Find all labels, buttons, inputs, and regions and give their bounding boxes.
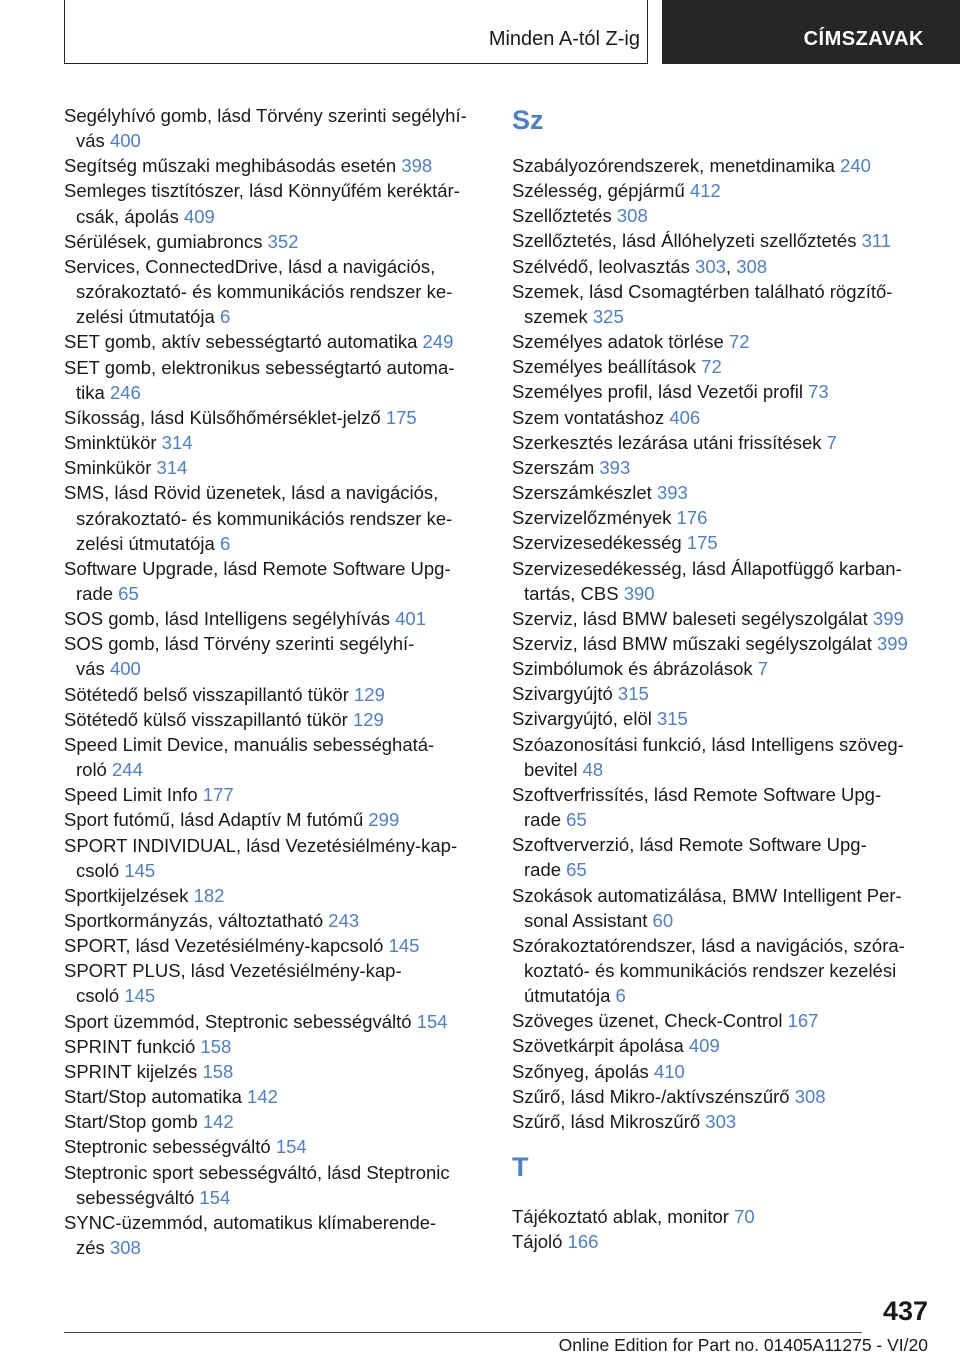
index-entry: Szélvédő, leolvasztás 303, 308 bbox=[512, 255, 768, 277]
page-link[interactable]: 240 bbox=[840, 155, 871, 176]
page-link[interactable]: 352 bbox=[267, 230, 299, 252]
page-link[interactable]: 175 bbox=[686, 532, 718, 554]
page-link[interactable]: 73 bbox=[808, 381, 829, 403]
index-entry bbox=[64, 908, 478, 933]
page-link[interactable]: 308 bbox=[616, 205, 648, 227]
page-link[interactable]: 308 bbox=[736, 255, 768, 277]
index-column-right bbox=[512, 103, 932, 1254]
page-link[interactable]: 142 bbox=[247, 1086, 278, 1108]
entry-text: SYNC-üzemmód, automatikus klímaberende‑ zés bbox=[64, 1211, 437, 1259]
index-entry bbox=[512, 631, 932, 656]
entry-text: Segítség műszaki meghibásodás esetén bbox=[64, 155, 402, 177]
page-link[interactable]: 154 bbox=[416, 1010, 448, 1032]
page-link[interactable]: 65 bbox=[566, 859, 587, 881]
index-entry bbox=[64, 556, 478, 606]
entry-text: Szűrő, lásd Mikroszűrő bbox=[512, 1110, 706, 1132]
entry-text: Sportkormányzás, változtatható bbox=[64, 910, 329, 931]
entry-text: Szőnyeg, ápolás bbox=[512, 1060, 654, 1082]
index-entry bbox=[64, 883, 478, 908]
page-link[interactable]: 311 bbox=[861, 230, 892, 252]
entry-text: Sötétedő belső visszapillantó tükör bbox=[64, 683, 355, 705]
index-entry bbox=[512, 430, 932, 455]
entry-text: Személyes adatok törlése bbox=[512, 331, 729, 353]
index-entry bbox=[64, 254, 478, 329]
footer-divider bbox=[64, 1332, 862, 1333]
index-entry bbox=[512, 606, 932, 631]
index-entry bbox=[64, 631, 478, 681]
entry-text: Steptronic sport sebességváltó, lásd Steptronic sebességváltó bbox=[64, 1161, 450, 1208]
index-entry bbox=[512, 228, 932, 253]
page-link[interactable]: 145 bbox=[124, 985, 156, 1007]
entry-text: Szerviz, lásd BMW műszaki segélyszolgálat bbox=[512, 632, 877, 654]
index-entry bbox=[64, 103, 478, 153]
index-entry bbox=[64, 455, 478, 480]
index-entry bbox=[512, 832, 932, 882]
entry-text: SPORT INDIVIDUAL, lásd Vezetésiélmény-kap‑ csoló bbox=[64, 834, 458, 881]
page-link[interactable]: 65 bbox=[118, 582, 139, 604]
entry-text: Sportkijelzések bbox=[64, 884, 194, 906]
index-entry bbox=[512, 530, 932, 555]
entry-text: Szerkesztés lezárása utáni frissítések bbox=[512, 431, 827, 453]
footer-edition: Online Edition for Part no. 01405A11275 - VI/20 bbox=[558, 1335, 928, 1355]
index-entry bbox=[512, 883, 932, 933]
index-entry bbox=[512, 178, 932, 203]
page-link[interactable]: 390 bbox=[623, 582, 655, 604]
page-link[interactable]: 315 bbox=[656, 708, 688, 730]
entry-text: Szellőztetés bbox=[512, 205, 617, 227]
entry-text: Szerszámkészlet bbox=[512, 482, 657, 504]
page-link[interactable]: 48 bbox=[582, 758, 604, 780]
section-heading-sz: Sz bbox=[512, 105, 544, 135]
index-list-t bbox=[512, 1204, 932, 1254]
page-link[interactable]: 249 bbox=[422, 331, 454, 353]
index-entry bbox=[512, 732, 932, 782]
index-entry bbox=[64, 1109, 478, 1134]
index-entry bbox=[512, 405, 932, 430]
index-entry bbox=[64, 707, 478, 732]
page-link[interactable]: 6 bbox=[615, 985, 626, 1007]
page-number: 437 bbox=[882, 1296, 928, 1326]
index-list-sz bbox=[512, 153, 932, 1134]
index-entry bbox=[512, 1229, 932, 1254]
index-entry bbox=[64, 1009, 478, 1034]
page-link[interactable]: 412 bbox=[689, 180, 721, 202]
index-entry bbox=[64, 178, 478, 228]
index-entry bbox=[64, 355, 478, 405]
index-entry bbox=[512, 279, 932, 329]
entry-text: Szellőztetés, lásd Állóhelyzeti szellőztetés bbox=[512, 230, 862, 252]
entry-text: Szöveges üzenet, Check-Control bbox=[512, 1010, 788, 1032]
page-link[interactable]: 246 bbox=[109, 381, 141, 403]
entry-text: Szoftverfrissítés, lásd Remote Software Upg‑ rade bbox=[512, 783, 882, 831]
index-entry bbox=[64, 682, 478, 707]
index-entry bbox=[64, 153, 478, 178]
entry-text: Szemek, lásd Csomagtérben található rögzítő‑ szemek bbox=[512, 280, 893, 327]
entry-text: Sötétedő külső visszapillantó tükör bbox=[64, 708, 353, 730]
entry-text: SPRINT kijelzés bbox=[64, 1060, 203, 1082]
page-link[interactable]: 314 bbox=[161, 432, 193, 454]
entry-text: Szivargyújtó, elöl bbox=[512, 708, 657, 730]
index-entry bbox=[64, 958, 478, 1008]
page-link[interactable]: 142 bbox=[202, 1111, 234, 1133]
page-link[interactable]: 60 bbox=[652, 909, 674, 931]
page-link[interactable]: 158 bbox=[202, 1060, 234, 1082]
index-entry bbox=[512, 933, 932, 1008]
index-entry bbox=[512, 681, 932, 706]
page-link[interactable]: 158 bbox=[200, 1035, 232, 1057]
entry-text: SPRINT funkció bbox=[64, 1035, 201, 1057]
index-entry bbox=[64, 807, 478, 832]
page-link[interactable]: 7 bbox=[757, 658, 769, 680]
entry-text: Szivargyújtó bbox=[512, 683, 618, 705]
index-entry bbox=[64, 1160, 478, 1210]
entry-text: Szóazonosítási funkció, lásd Intelligens szöveg‑ bevitel bbox=[512, 733, 904, 780]
page-link[interactable]: 398 bbox=[401, 155, 433, 177]
page-link[interactable]: 6 bbox=[219, 306, 231, 328]
page-link[interactable]: 393 bbox=[656, 482, 688, 504]
page-link[interactable]: 70 bbox=[734, 1206, 755, 1228]
page-link[interactable]: 154 bbox=[199, 1186, 231, 1208]
index-entry bbox=[512, 203, 932, 228]
entry-text: SET gomb, aktív sebességtartó automatika bbox=[64, 331, 423, 353]
index-entry bbox=[64, 933, 478, 958]
entry-text: Segélyhívó gomb, lásd Törvény szerinti segélyhí‑ vás bbox=[64, 105, 467, 152]
entry-text: Szűrő, lásd Mikro-/aktívszénszűrő bbox=[512, 1085, 795, 1107]
entry-text: Személyes beállítások bbox=[512, 356, 702, 378]
entry-text: Sminkükör bbox=[64, 457, 157, 479]
entry-text: Szoftververzió, lásd Remote Software Upg‑ rade bbox=[512, 834, 867, 881]
page-link[interactable]: 393 bbox=[599, 456, 631, 478]
index-entry bbox=[64, 1134, 478, 1159]
page-link[interactable]: 409 bbox=[183, 205, 215, 227]
page-link[interactable]: 72 bbox=[701, 356, 722, 378]
page-link[interactable]: 406 bbox=[669, 406, 701, 428]
page-link[interactable]: 308 bbox=[794, 1085, 826, 1107]
index-entry bbox=[512, 1204, 932, 1229]
entry-text: Szövetkárpit ápolása bbox=[512, 1035, 689, 1057]
index-entry bbox=[512, 153, 932, 178]
index-entry bbox=[64, 480, 478, 555]
page-link[interactable]: 154 bbox=[275, 1136, 307, 1158]
page-link[interactable]: 410 bbox=[653, 1060, 685, 1082]
section-title: Minden A-tól Z-ig bbox=[488, 28, 640, 50]
page-link[interactable]: 166 bbox=[567, 1231, 599, 1253]
page-link[interactable]: 145 bbox=[124, 859, 156, 881]
entry-text: SMS, lásd Rövid üzenetek, lásd a navigációs, szórakoztató- és kommunikációs rendszer ke‑ zelési útmutatója bbox=[64, 482, 453, 554]
page-link[interactable]: 399 bbox=[876, 632, 908, 654]
entry-text: Szórakoztatórendszer, lásd a navigációs, szóra‑ koztató- és kommunikációs rendszer kezelési útmutatója bbox=[512, 934, 905, 1007]
entry-text: Sport üzemmód, Steptronic sebességváltó bbox=[64, 1010, 417, 1032]
entry-text: Szokások automatizálása, BMW Intelligent Per‑ sonal Assistant bbox=[512, 884, 902, 931]
index-entry bbox=[64, 1084, 478, 1109]
page-link[interactable]: 308 bbox=[109, 1237, 141, 1259]
entry-text: SOS gomb, lásd Törvény szerinti segélyhí‑ vás bbox=[64, 633, 415, 680]
index-entry bbox=[512, 656, 932, 681]
page-link[interactable]: 7 bbox=[826, 431, 837, 453]
page-link[interactable]: 315 bbox=[617, 683, 649, 705]
index-entry bbox=[512, 556, 932, 606]
page-link[interactable]: 65 bbox=[566, 809, 587, 831]
page-link[interactable]: 314 bbox=[156, 457, 188, 479]
page-link[interactable]: 175 bbox=[385, 406, 417, 428]
index-entry bbox=[64, 1059, 478, 1084]
page-link[interactable]: 401 bbox=[395, 608, 426, 630]
page-link[interactable]: 72 bbox=[728, 331, 750, 353]
page-link[interactable]: 243 bbox=[328, 910, 360, 931]
page-link[interactable]: 400 bbox=[109, 130, 141, 152]
index-entry bbox=[512, 329, 932, 354]
index-entry bbox=[512, 1008, 932, 1033]
page-link[interactable]: 409 bbox=[688, 1035, 720, 1057]
index-entry bbox=[64, 1034, 478, 1059]
index-entry bbox=[64, 606, 478, 631]
index-entry bbox=[512, 1059, 932, 1084]
index-entry bbox=[64, 430, 478, 455]
entry-text: Tájékoztató ablak, monitor bbox=[512, 1206, 735, 1228]
entry-text: Szervizelőzmények bbox=[512, 507, 677, 529]
index-entry bbox=[64, 833, 478, 883]
index-entry bbox=[512, 1033, 932, 1058]
page-link[interactable]: 129 bbox=[352, 708, 384, 730]
entry-text: Szélesség, gépjármű bbox=[512, 180, 690, 202]
entry-text: Services, ConnectedDrive, lásd a navigációs, szórakoztató- és kommunikációs rendszer ke‑ zelési útmutatója bbox=[64, 255, 453, 328]
entry-text: Start/Stop automatika bbox=[64, 1086, 248, 1108]
page-link[interactable]: 303 bbox=[695, 255, 726, 277]
page-link[interactable]: 145 bbox=[388, 935, 420, 957]
page-link[interactable]: 303 bbox=[705, 1110, 737, 1132]
page-link[interactable]: 176 bbox=[676, 507, 708, 529]
index-entry bbox=[64, 405, 478, 430]
entry-text: SET gomb, elektronikus sebességtartó automa‑ tika bbox=[64, 356, 455, 403]
entry-text: Steptronic sebességváltó bbox=[64, 1136, 276, 1158]
entry-text: Szervizesedékesség bbox=[512, 532, 687, 554]
page-link[interactable]: 129 bbox=[354, 683, 385, 705]
entry-text: Szem vontatáshoz bbox=[512, 406, 670, 428]
entry-text: Semleges tisztítószer, lásd Könnyűfém keréktár‑ csák, ápolás bbox=[64, 180, 460, 227]
entry-text: Szerviz, lásd BMW baleseti segélyszolgálat bbox=[512, 607, 873, 629]
page-link[interactable]: 182 bbox=[193, 884, 225, 906]
entry-text: Sminktükör bbox=[64, 432, 162, 454]
page-link[interactable]: 400 bbox=[109, 658, 141, 680]
entry-text: SPORT, lásd Vezetésiélmény-kapcsoló bbox=[64, 935, 389, 957]
index-entry bbox=[64, 229, 478, 254]
index-entry bbox=[512, 505, 932, 530]
index-entry bbox=[64, 1210, 478, 1260]
entry-text: SOS gomb, lásd Intelligens segélyhívás bbox=[64, 608, 396, 630]
index-entry bbox=[64, 732, 478, 782]
entry-text: Sérülések, gumiabroncs bbox=[64, 230, 268, 252]
page-link[interactable]: 167 bbox=[787, 1010, 819, 1032]
page-link[interactable]: 6 bbox=[219, 532, 231, 554]
page-link[interactable]: 325 bbox=[592, 305, 624, 327]
entry-text: Speed Limit Device, manuális sebességhatá‑ roló bbox=[64, 733, 435, 781]
page-link[interactable]: 399 bbox=[872, 607, 904, 629]
entry-text: Szerszám bbox=[512, 456, 600, 478]
page-link[interactable]: 177 bbox=[202, 784, 234, 806]
entry-text: Szervizesedékesség, lásd Állapotfüggő karban‑ tartás, CBS bbox=[512, 557, 902, 604]
entry-text: Szabályozórendszerek, menetdinamika bbox=[512, 155, 841, 176]
entry-text: Szélvédő, leolvasztás bbox=[512, 255, 696, 277]
index-entry bbox=[512, 1084, 932, 1109]
entry-text: Start/Stop gomb bbox=[64, 1111, 203, 1133]
entry-text: Speed Limit Info bbox=[64, 784, 203, 806]
entry-text: Sport futómű, lásd Adaptív M futómű bbox=[64, 809, 369, 831]
entry-text: Személyes profil, lásd Vezetői profil bbox=[512, 381, 809, 403]
entry-text: Síkosság, lásd Külsőhőmérséklet-jelző bbox=[64, 406, 386, 428]
entry-text: SPORT PLUS, lásd Vezetésiélmény-kap‑ csoló bbox=[64, 960, 402, 1007]
chapter-tab: CÍMSZAVAK bbox=[662, 0, 960, 64]
index-entry bbox=[64, 329, 478, 354]
index-entry bbox=[512, 379, 932, 404]
index-entry bbox=[512, 455, 932, 480]
index-entry bbox=[512, 480, 932, 505]
index-entry bbox=[512, 782, 932, 832]
section-heading-t: T bbox=[512, 1152, 529, 1183]
entry-text: Szimbólumok és ábrázolások bbox=[512, 658, 758, 680]
index-entry bbox=[512, 1109, 932, 1134]
page-link[interactable]: 299 bbox=[368, 809, 400, 831]
entry-text: Software Upgrade, lásd Remote Software Upg‑ rade bbox=[64, 557, 451, 604]
index-entry bbox=[512, 354, 932, 379]
index-entry bbox=[512, 706, 932, 731]
page-link[interactable]: 244 bbox=[112, 759, 143, 781]
index-entry bbox=[64, 782, 478, 807]
index-column-left bbox=[64, 103, 478, 1260]
entry-text: Tájoló bbox=[512, 1231, 568, 1253]
